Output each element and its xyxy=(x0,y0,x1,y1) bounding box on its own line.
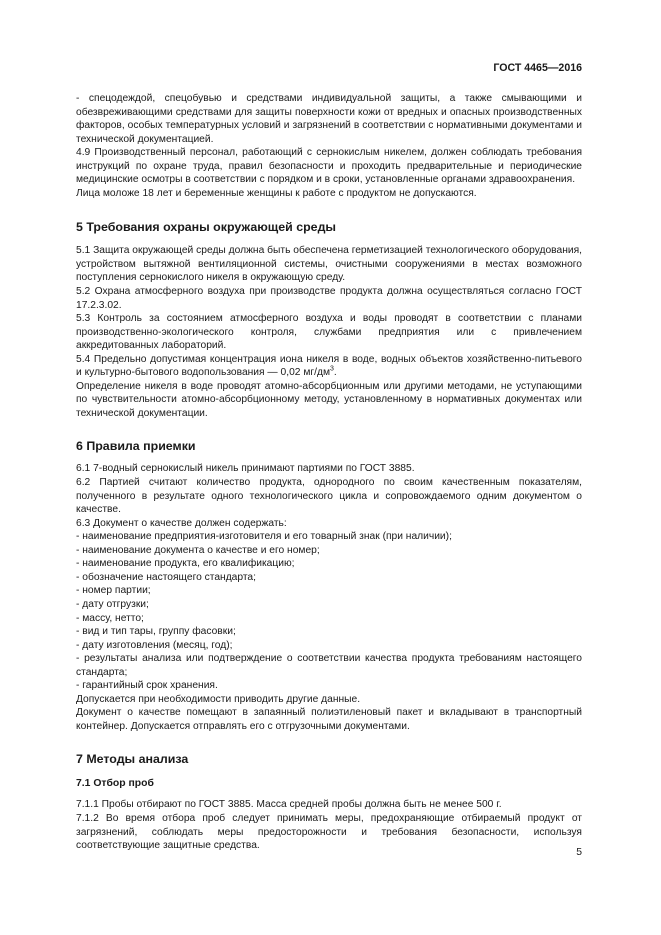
list-item: - вид и тип тары, группу фасовки; xyxy=(76,626,236,638)
list-item: - наименование предприятия-изготовителя и его товарный знак (при наличии); xyxy=(76,531,452,543)
section-5-paragraph-5-4 xyxy=(76,353,582,380)
list-item: - наименование продукта, его квалификацию; xyxy=(76,558,295,570)
document-id-header: ГОСТ 4465—2016 xyxy=(493,62,582,74)
intro-paragraph: Лица моложе 18 лет и беременные женщины к работе с продуктом не допускаются. xyxy=(76,187,477,199)
list-item: - обозначение настоящего стандарта; xyxy=(76,571,256,583)
section-6-paragraph: 6.2 Партией считают количество продукта, однородного по своим качественным показателям, полученного в результате одного технологического цикла и сопровождаемого одним документом о качестве. xyxy=(76,477,582,516)
section-6-heading: 6 Правила приемки xyxy=(76,439,196,454)
subsection-7-1-heading: 7.1 Отбор проб xyxy=(76,778,154,790)
p54-text: 5.4 Предельно допустимая концентрация иона никеля в воде, водных объектов хозяйственно-питьевого и культурно-бытового водопользования — 0,02 мг/дм xyxy=(76,353,582,379)
list-item: - наименование документа о качестве и его номер; xyxy=(76,544,320,556)
list-item: - гарантийный срок хранения. xyxy=(76,680,218,692)
section-5-paragraph: 5.1 Защита окружающей среды должна быть обеспечена герметизацией технологического оборудования, устройством вытяжной вентиляционной системы, очистными сооружениями в местах возможного поступления сернокислого никеля в окружающую среду. xyxy=(76,245,582,284)
intro-paragraph: - спецодеждой, спецобувью и средствами индивидуальной защиты, а также смывающими и обезвреживающими средствами для защиты поверхности кожи от вредных и опасных производственных факторов, особых температурных условий и загрязнений в соответствии с нормативными документами и технической документацией. xyxy=(76,93,582,145)
section-6-paragraph: Документ о качестве помещают в запаянный полиэтиленовый пакет и вкладывают в транспортный контейнер. Допускается отправлять его с отгрузочными документами. xyxy=(76,707,582,732)
section-7-paragraph: 7.1.1 Пробы отбирают по ГОСТ 3885. Масса средней пробы должна быть не менее 500 г. xyxy=(76,799,502,811)
section-5-paragraph: 5.2 Охрана атмосферного воздуха при производстве продукта должна осуществляться согласно ГОСТ 17.2.3.02. xyxy=(76,286,582,311)
page-number: 5 xyxy=(576,847,582,858)
list-item: - дату изготовления (месяц, год); xyxy=(76,639,233,651)
section-6-paragraph: 6.3 Документ о качестве должен содержать: xyxy=(76,517,287,529)
section-6-paragraph: Допускается при необходимости приводить другие данные. xyxy=(76,693,361,705)
intro-paragraph: 4.9 Производственный персонал, работающий с сернокислым никелем, должен соблюдать требования инструкций по охране труда, правил безопасности и проходить предварительные и периодические медицинские осмотры в соответствии с порядком и в сроки, установленные органами здравоохранения. xyxy=(76,147,582,186)
list-item: - номер партии; xyxy=(76,585,151,597)
page-content xyxy=(76,92,582,853)
list-item: - массу, нетто; xyxy=(76,612,144,624)
section-5-heading: 5 Требования охраны окружающей среды xyxy=(76,220,337,235)
p54-end: . xyxy=(333,367,337,379)
section-7-heading: 7 Методы анализа xyxy=(76,752,189,767)
list-item: - дату отгрузки; xyxy=(76,598,149,610)
p54-superscript: 3 xyxy=(330,365,334,373)
section-5-paragraph: 5.3 Контроль за состоянием атмосферного воздуха и воды проводят в соответствии с планами производственно-экологического контроля, службами предприятия или с привлечением аккредитованных лабораторий. xyxy=(76,313,582,352)
section-5-paragraph: Определение никеля в воде проводят атомно-абсорбционным или другими методами, не уступающими по чувствительности атомно-абсорбционному методу, установленному в нормативных документах или технической документации. xyxy=(76,380,582,419)
list-item: - результаты анализа или подтверждение о соответствии качества продукта требованиям настоящего стандарта; xyxy=(76,653,582,678)
section-7-paragraph: 7.1.2 Во время отбора проб следует принимать меры, предохраняющие отбираемый продукт от загрязнений, соблюдать меры предосторожности и требования безопасности, используя соответствующие защитные средства. xyxy=(76,812,582,852)
section-6-paragraph: 6.1 7-водный сернокислый никель принимают партиями по ГОСТ 3885. xyxy=(76,463,415,475)
